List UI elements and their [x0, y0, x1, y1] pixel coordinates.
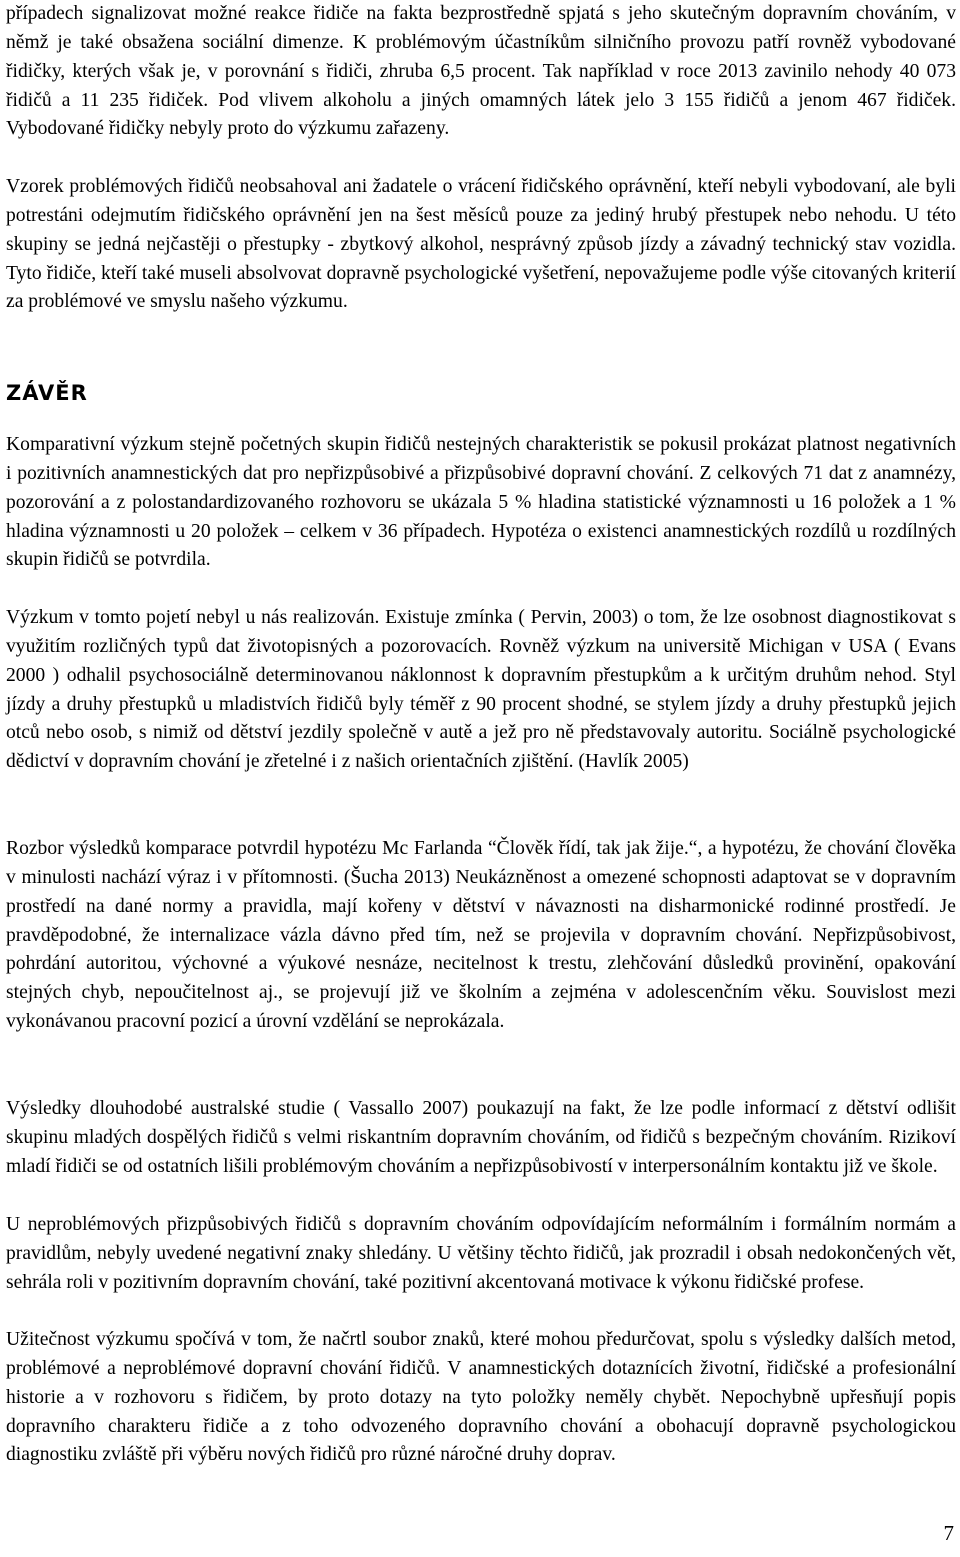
conclusion-paragraph-2: Výzkum v tomto pojetí nebyl u nás realizován. Existuje zmínka ( Pervin, 2003) o tom, že lze osobnost diagnostikovat s využitím rozličných typů dat životopisných a pozorovacích. Rovněž výzkum na universitě Michigan v USA ( Evans 2000 ) odhalil psychosociálně determinovanou náklonnost k dopravním přestupkům a k určitým druhům nehod. Styl jízdy a druhy přestupků u mladistvích řidičů byly téměř z 90 procent shodné, se stylem jízdy a druhy přestupků jejich otců nebo osob, s nimiž od dětství jezdily společně v autě a jež pro ně představovaly autoritu. Sociálně psychologické dědictví v dopravním chování je zřetelné i z našich orientačních zjištění. (Havlík 2005)	[6, 607, 956, 773]
page-number: 7	[943, 1521, 954, 1545]
conclusion-paragraph-4: Výsledky dlouhodobé australské studie ( Vassallo 2007) poukazují na fakt, že lze podle informací z dětství odlišit skupinu mladých dospělých řidičů s velmi riskantním dopravním chováním, od řidičů s bezpečným chováním. Rizikoví mladí řidiči se od ostatních lišili problémovým chováním a nepřizpůsobivostí v interpersonálním kontaktu již ve škole.	[6, 1098, 956, 1177]
conclusion-paragraph-3: Rozbor výsledků komparace potvrdil hypotézu Mc Farlanda “Člověk řídí, tak jak žije.“, a hypotézu, že chování člověka v minulosti nachází výraz i v přítomnosti. (Šucha 2013) Neukázněnost a omezené schopnosti adaptovat se v dopravním prostředí na dané normy a pravidla, mají kořeny v dětství v návaznosti na disharmonické rodinné prostředí. Je pravděpodobné, že internalizace vázla dávno před tím, než se projevila v dopravním chování. Nepřizpůsobivost, pohrdání autoritou, výchovné a výukové nesnáze, necitelnost k trestu, zlehčování důsledků provinění, opakování stejných chyb, nepoučitelnost aj., se projevují již ve školním a zejména v adolescenčním věku. Souvislost mezi vykonávanou pracovní pozicí a úrovní vzdělání se neprokázala.	[6, 838, 956, 1033]
section-heading-zaver: ZÁVĚR	[6, 381, 88, 405]
intro-paragraph-2: Vzorek problémových řidičů neobsahoval ani žadatele o vrácení řidičského oprávnění, kteří nebyli vybodovaní, ale byli potrestáni odejmutím řidičského oprávnění jen na šest měsíců pouze za jediný hrubý přestupek nebo nehodu. U této skupiny se jedná nejčastěji o přestupky - zbytkový alkohol, nesprávný způsob jízdy a závadný technický stav vozidla. Tyto řidiče, kteří také museli absolvovat dopravně psychologické vyšetření, nepovažujeme podle výše citovaných kriterií za problémové ve smyslu našeho výzkumu.	[6, 176, 956, 313]
conclusion-paragraph-6: Užitečnost výzkumu spočívá v tom, že načrtl soubor znaků, které mohou předurčovat, spolu s výsledky dalších metod, problémové a neproblémové dopravní chování řidičů. V anamnestických dotaznících životní, řidičské a profesionální historie a v rozhovoru s řidičem, by proto dotazy na tyto položky neměly chybět. Nepochybně upřesňují popis dopravního charakteru řidiče a z toho odvozeného dopravního chování a obohacují dopravně psychologickou diagnostiku zvláště při výběru nových řidičů pro různé náročné druhy doprav.	[6, 1329, 956, 1466]
intro-paragraph-1: případech signalizovat možné reakce řidiče na fakta bezprostředně spjatá s jeho skutečným dopravním chováním, v němž je také obsažena sociální dimenze. K problémovým účastníkům silničního provozu patří rovněž vybodované řidičky, kterých však je, v porovnání s řidiči, zhruba 6,5 procent. Tak například v roce 2013 zavinilo nehody 40 073 řidičů a 11 235 řidiček. Pod vlivem alkoholu a jiných omamných látek jelo 3 155 řidičů a jenom 467 řidiček. Vybodované řidičky nebyly proto do výzkumu zařazeny.	[6, 3, 956, 140]
conclusion-paragraph-1: Komparativní výzkum stejně početných skupin řidičů nestejných charakteristik se pokusil prokázat platnost negativních i pozitivních anamnestických dat pro nepřizpůsobivé a přizpůsobivé dopravní chování. Z celkových 71 dat z anamnézy, pozorování a z polostandardizovaného rozhovoru se ukázala 5 % hladina statistické významnosti u 16 položek a 1 % hladina významnosti u 20 položek – celkem v 36 případech. Hypotéza o existenci anamnestických rozdílů u rozdílných skupin řidičů se potvrdila.	[6, 434, 956, 571]
conclusion-paragraph-5: U neproblémových přizpůsobivých řidičů s dopravním chováním odpovídajícím neformálním i formálním normám a pravidlům, nebyly uvedené negativní znaky shledány. U většiny těchto řidičů, jak prozradil i obsah nedokončených vět, sehrála roli v pozitivním dopravním chování, také pozitivní akcentovaná motivace k výkonu řidičské profese.	[6, 1214, 956, 1293]
